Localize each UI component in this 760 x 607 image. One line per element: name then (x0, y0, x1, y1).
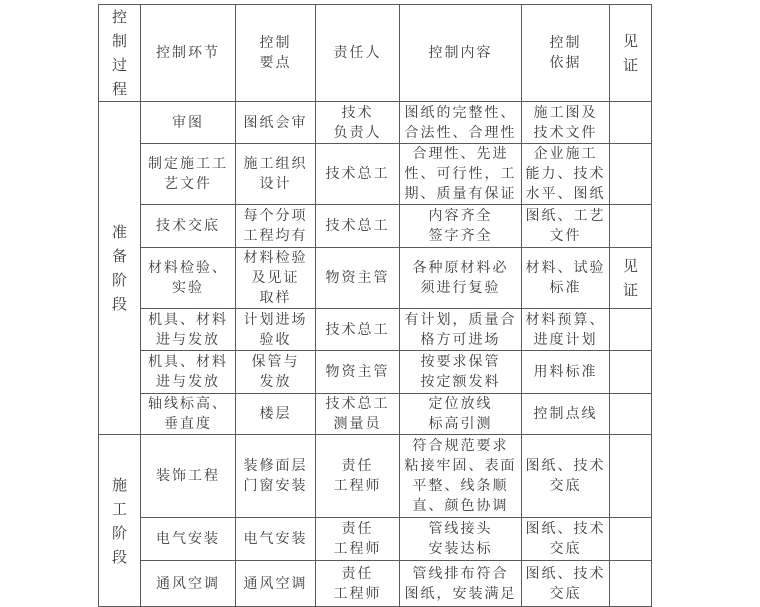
cell-witness (610, 144, 652, 205)
cell-witness (610, 309, 652, 351)
cell-witness (610, 351, 652, 394)
header-basis: 控制 依据 (522, 5, 610, 102)
cell-owner: 技术 负责人 (316, 102, 400, 144)
table-row (99, 351, 652, 394)
cell-owner: 责任 工程师 (316, 518, 400, 561)
cell-witness (610, 394, 652, 435)
cell-step: 电气安装 (141, 518, 236, 561)
cell-points: 计划进场 验收 (236, 309, 316, 351)
cell-step: 材料检验、 实验 (141, 248, 236, 309)
cell-witness (610, 518, 652, 561)
cell-owner: 物资主管 (316, 351, 400, 394)
table-row (99, 248, 652, 309)
cell-basis: 图纸、工艺 文件 (522, 205, 610, 248)
cell-content: 管线排布符合 图纸，安装满足 (400, 561, 522, 607)
cell-content: 图纸的完整性、 合法性、合理性 (400, 102, 522, 144)
cell-content: 定位放线 标高引测 (400, 394, 522, 435)
table-row (99, 518, 652, 561)
header-points: 控制 要点 (236, 5, 316, 102)
cell-step: 装饰工程 (141, 435, 236, 518)
cell-content: 符合规范要求 粘接牢固、表面 平整、线条顺 直、颜色协调 (400, 435, 522, 518)
cell-step: 机具、材料 进与发放 (141, 351, 236, 394)
table-row (99, 561, 652, 607)
cell-witness (610, 435, 652, 518)
cell-step: 轴线标高、 垂直度 (141, 394, 236, 435)
header-owner: 责任人 (316, 5, 400, 102)
table-row (99, 144, 652, 205)
cell-points: 每个分项 工程均有 (236, 205, 316, 248)
header-step: 控制环节 (141, 5, 236, 102)
cell-owner: 技术总工 (316, 144, 400, 205)
cell-witness: 见 证 (610, 248, 652, 309)
cell-content: 有计划，质量合 格方可进场 (400, 309, 522, 351)
cell-owner: 技术总工 测量员 (316, 394, 400, 435)
stage-cell: 施 工 阶 段 (99, 435, 141, 607)
cell-basis: 施工图及 技术文件 (522, 102, 610, 144)
cell-points: 图纸会审 (236, 102, 316, 144)
cell-points: 施工组织 设计 (236, 144, 316, 205)
cell-owner: 责任 工程师 (316, 435, 400, 518)
cell-basis: 材料、试验 标准 (522, 248, 610, 309)
cell-witness (610, 102, 652, 144)
cell-basis: 图纸、技术 交底 (522, 518, 610, 561)
cell-step: 制定施工工 艺文件 (141, 144, 236, 205)
cell-basis: 控制点线 (522, 394, 610, 435)
cell-basis: 图纸、技术 交底 (522, 561, 610, 607)
cell-content: 合理性、先进 性、可行性，工 期、质量有保证 (400, 144, 522, 205)
cell-witness (610, 561, 652, 607)
table-row (99, 102, 652, 144)
cell-points: 装修面层 门窗安装 (236, 435, 316, 518)
table-row (99, 205, 652, 248)
cell-basis: 企业施工 能力、技术 水平、图纸 (522, 144, 610, 205)
cell-content: 内容齐全 签字齐全 (400, 205, 522, 248)
cell-points: 电气安装 (236, 518, 316, 561)
cell-owner: 技术总工 (316, 205, 400, 248)
cell-points: 楼层 (236, 394, 316, 435)
cell-points: 保管与 发放 (236, 351, 316, 394)
table-row (99, 309, 652, 351)
header-witness: 见 证 (610, 5, 652, 102)
cell-content: 各种原材料必 须进行复验 (400, 248, 522, 309)
cell-basis: 材料预算、 进度计划 (522, 309, 610, 351)
cell-content: 按要求保管 按定额发料 (400, 351, 522, 394)
header-row (99, 5, 652, 102)
cell-content: 管线接头 安装达标 (400, 518, 522, 561)
cell-basis: 图纸、技术 交底 (522, 435, 610, 518)
table-row (99, 435, 652, 518)
cell-step: 通风空调 (141, 561, 236, 607)
cell-owner: 责任 工程师 (316, 561, 400, 607)
cell-owner: 技术总工 (316, 309, 400, 351)
cell-owner: 物资主管 (316, 248, 400, 309)
cell-step: 机具、材料 进与发放 (141, 309, 236, 351)
cell-witness (610, 205, 652, 248)
cell-step: 技术交底 (141, 205, 236, 248)
quality-control-table (98, 4, 652, 607)
cell-basis: 用料标准 (522, 351, 610, 394)
stage-cell: 准 备 阶 段 (99, 102, 141, 435)
cell-step: 审图 (141, 102, 236, 144)
header-process: 控 制 过 程 (99, 5, 141, 102)
cell-points: 通风空调 (236, 561, 316, 607)
cell-points: 材料检验 及见证 取样 (236, 248, 316, 309)
header-content: 控制内容 (400, 5, 522, 102)
table-row (99, 394, 652, 435)
